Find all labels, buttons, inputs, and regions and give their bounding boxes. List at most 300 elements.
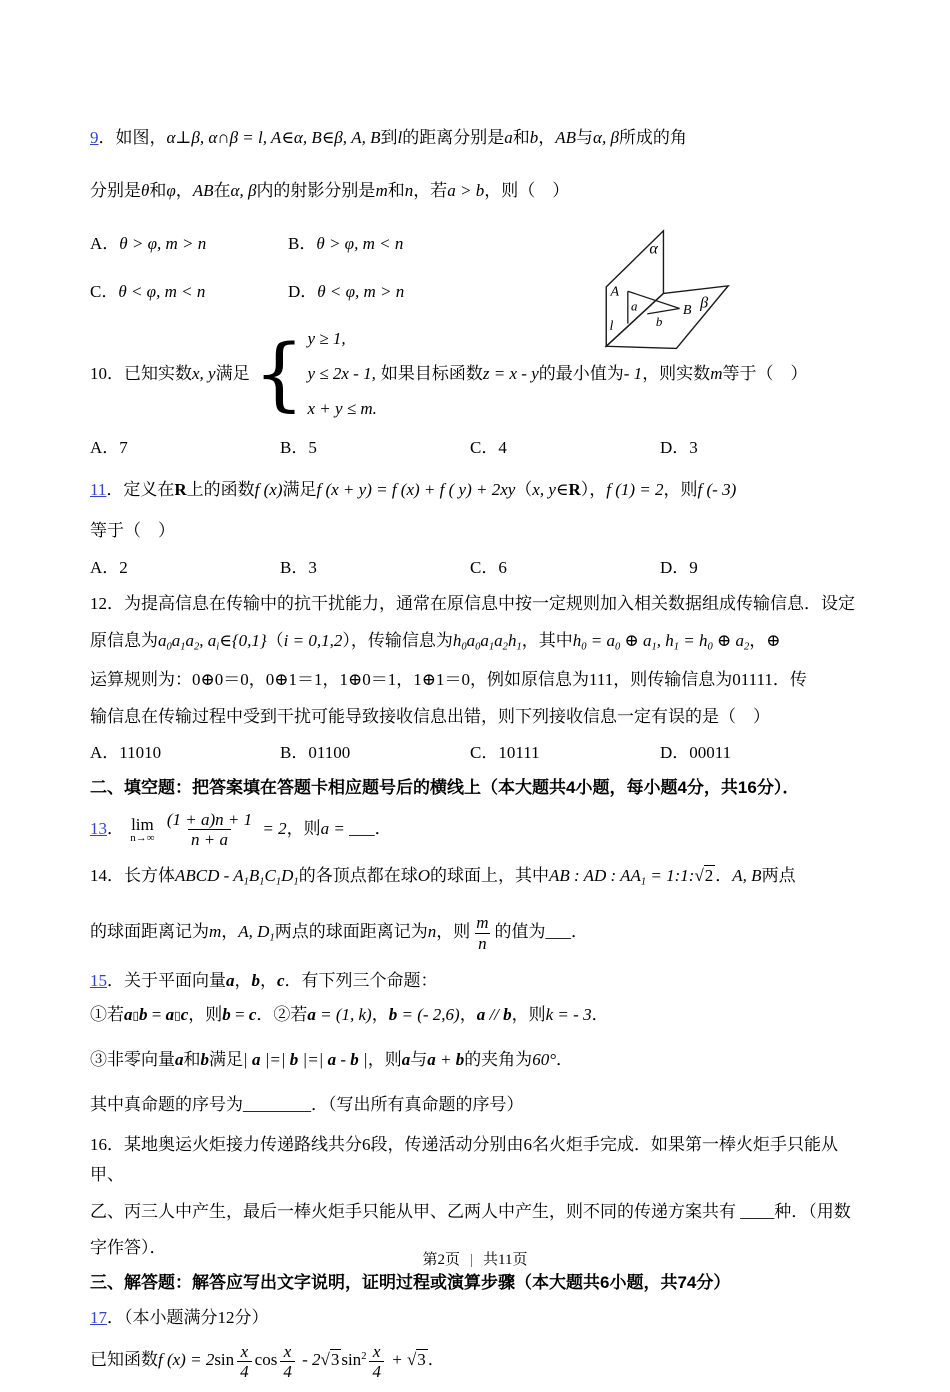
text-run: ．	[427, 1350, 445, 1370]
text-run: ∈{0,1}	[219, 631, 267, 651]
text-run: a	[494, 631, 503, 651]
text-run: +	[386, 1350, 407, 1370]
question-15-answer-line	[90, 1091, 868, 1118]
text-run: 和	[512, 128, 530, 147]
question-9	[90, 124, 868, 335]
text-run	[694, 865, 715, 885]
text-run: a	[226, 971, 235, 991]
question-15-text	[107, 971, 438, 990]
text-run: 的夹角为	[464, 1049, 533, 1069]
question-10	[90, 325, 868, 423]
text-run: ①若	[90, 1004, 124, 1024]
text-run: ___．	[349, 818, 392, 838]
footer-page-number: 第2页	[422, 1252, 461, 1268]
planes-diagram	[596, 220, 746, 356]
text-run: ABCD - A	[175, 865, 244, 885]
text-run: ，则实数	[642, 363, 711, 383]
fraction-denominator: 4	[369, 1361, 384, 1382]
text-run: A, B	[732, 865, 762, 885]
text-run: f (- 3)	[697, 479, 737, 499]
answer-blank-text	[90, 1095, 524, 1114]
text-run: = (1, k)	[315, 1004, 372, 1024]
text-run: O	[417, 865, 430, 885]
text-run: ，其中	[521, 631, 573, 651]
option-9-c	[90, 278, 288, 305]
text-run: （	[266, 631, 284, 651]
fraction-numerator: x	[283, 1341, 292, 1361]
question-12-text-2	[90, 631, 781, 653]
text-run: 满足	[209, 1049, 243, 1069]
radical-sign: √	[694, 865, 704, 885]
text-run: （	[515, 479, 533, 499]
question-9-line-2	[90, 177, 868, 204]
lim-subscript: n→∞	[130, 831, 155, 844]
text-run: m	[375, 181, 388, 201]
question-15-prop-1-2	[90, 1001, 868, 1028]
text-run: D．	[288, 281, 318, 301]
text-run: B．5	[280, 438, 317, 458]
text-run: 0	[614, 642, 621, 653]
label-a: a	[631, 298, 638, 314]
text-run: D．9	[660, 557, 698, 577]
text-run: 两点的球面距离记为	[274, 922, 428, 942]
text-run: x + y ≤ m.	[307, 399, 377, 419]
text-run: ．（本小题满分12分）	[107, 1308, 269, 1328]
option-10-b	[280, 434, 470, 461]
question-12-line-4	[90, 702, 868, 732]
question-14-text-1	[90, 865, 796, 888]
text-run: 与	[410, 1049, 428, 1069]
text-run: sin	[341, 1350, 362, 1370]
fraction-denominator: n	[475, 933, 490, 954]
text-run: 0	[581, 642, 587, 653]
lim-symbol: lim	[131, 814, 154, 834]
text-run: = 2	[262, 818, 287, 838]
text-run: 的球面上，其中	[429, 865, 549, 885]
constraints	[308, 325, 377, 423]
text-run: ．	[715, 865, 733, 885]
text-run: ，则	[663, 479, 698, 499]
text-run: a	[175, 1049, 184, 1069]
question-16-line-1	[90, 1130, 868, 1191]
text-run: = a	[586, 631, 615, 651]
text-run: 2	[361, 1351, 367, 1363]
text-run: h	[572, 631, 582, 651]
distance-b-segment	[647, 309, 679, 314]
text-run	[369, 1342, 384, 1382]
text-run: 14．长方体	[90, 865, 175, 885]
text-run: ．	[107, 818, 124, 838]
text-run: 的最小值为	[538, 363, 624, 383]
text-run: , a	[199, 631, 217, 651]
function-formula	[90, 1341, 445, 1382]
text-run: b	[222, 1004, 231, 1024]
option-10-d	[660, 434, 850, 461]
text-run: c	[180, 1004, 189, 1024]
text-run: a	[480, 631, 489, 651]
text-run: 原信息为	[90, 631, 158, 651]
text-run: x, y	[192, 363, 216, 383]
label-B: B	[682, 301, 692, 318]
text-run: 的值为	[494, 922, 546, 942]
text-run: 1	[651, 642, 657, 653]
text-run: b	[200, 1049, 209, 1069]
text-run: m	[209, 922, 222, 942]
text-run: h	[507, 631, 517, 651]
limit-fraction	[164, 810, 255, 850]
text-run: b	[289, 1049, 299, 1069]
text-run: |=|	[298, 1049, 328, 1069]
option-11-c	[470, 554, 660, 581]
section-3-header: 三、解答题：解答应写出文字说明，证明过程或演算步骤（本大题共6小题，共74分）	[90, 1273, 731, 1293]
text-run: ⊕	[766, 631, 781, 651]
radical-sign: √	[406, 1350, 417, 1370]
question-9-text-1	[99, 128, 687, 147]
text-run: a	[124, 1004, 133, 1024]
text-run: 与	[576, 128, 594, 147]
text-run: B	[248, 865, 260, 885]
text-run: , h	[656, 631, 674, 651]
text-run: 上的函数	[186, 479, 255, 499]
limit-operator	[130, 816, 154, 844]
question-12-line-3	[90, 665, 868, 695]
constraint-3	[308, 395, 377, 422]
text-run: φ	[166, 181, 176, 201]
text-run: ，	[589, 479, 607, 499]
text-run: ▯	[174, 1007, 181, 1022]
text-run: ，则	[511, 1004, 546, 1024]
text-run: ，则	[436, 922, 471, 942]
question-12-options	[90, 739, 868, 766]
option-9-d	[288, 278, 486, 305]
plane-beta-shape	[606, 283, 728, 349]
question-12-text-3	[90, 670, 807, 689]
prop-3-text	[90, 1050, 573, 1069]
question-17-formula	[90, 1342, 868, 1382]
question-9-line-1	[90, 124, 868, 151]
text-run: 分别是	[90, 181, 141, 201]
text-run	[237, 1342, 252, 1382]
text-run: a	[185, 631, 195, 651]
text-run: D．3	[660, 438, 698, 458]
text-run: 0	[166, 642, 172, 653]
text-run: A．2	[90, 557, 128, 577]
text-run: ③非零向量	[90, 1049, 175, 1069]
question-16	[90, 1130, 868, 1263]
text-run: ，则	[188, 1004, 223, 1024]
text-run: f (x + y) = f (x) + f ( y) + 2xy	[316, 479, 516, 499]
option-10-c	[470, 434, 660, 461]
text-run: 的球面距离记为	[90, 922, 209, 942]
text-run: h	[452, 631, 462, 651]
question-16-line-2	[90, 1197, 868, 1227]
question-13-number-link[interactable]: 13	[90, 818, 107, 838]
fraction-numerator: x	[240, 1341, 249, 1361]
option-10-a	[90, 434, 280, 461]
text-run: 1	[640, 876, 647, 888]
question-13-pre	[107, 819, 124, 838]
text-run: ，	[221, 922, 239, 942]
text-run: a	[327, 1049, 337, 1069]
text-run: x, y∈	[532, 479, 569, 499]
label-beta: β	[700, 293, 709, 312]
text-run	[280, 1342, 295, 1382]
text-run: 所成的角	[618, 128, 687, 147]
question-9-number-link[interactable]: 9	[90, 128, 99, 147]
text-run: C．6	[470, 557, 507, 577]
text-run: +	[435, 1049, 456, 1069]
question-11-number-link[interactable]: 11	[90, 479, 107, 499]
text-run: 16．某地奥运火炬接力传递路线共分6段，传递活动分别由6名火炬手完成．如果第一棒火炬手只能从甲、	[90, 1135, 838, 1185]
text-run: a	[158, 631, 167, 651]
text-run: n	[427, 922, 437, 942]
text-run: 和	[183, 1049, 201, 1069]
text-run: 1	[269, 932, 275, 944]
text-run: 满足	[282, 479, 317, 499]
option-11-b	[280, 554, 470, 581]
option-12-b	[280, 739, 470, 766]
text-run: 1	[516, 642, 522, 653]
text-run: |	[243, 1049, 252, 1069]
text-run: 0	[475, 642, 481, 653]
text-run: 12．为提高信息在传输中的抗干扰能力，通常在原信息中按一定规则加入相关数据组成传输信息．设定	[90, 594, 855, 614]
text-run: ，	[371, 1004, 389, 1024]
text-run: b	[388, 1004, 398, 1024]
text-run: a	[466, 631, 476, 651]
text-run: ．如图，	[98, 128, 167, 147]
text-run: ．②若	[256, 1004, 308, 1024]
question-17-text	[107, 1308, 269, 1327]
text-run: i	[216, 642, 220, 653]
text-run: 和	[387, 181, 405, 201]
text-run: ，	[538, 128, 556, 147]
question-10-intro	[90, 360, 250, 387]
text-run: ___．	[545, 922, 588, 942]
text-run: C．	[90, 281, 119, 301]
fraction-numerator: x	[372, 1341, 381, 1361]
question-17-line-1	[90, 1304, 868, 1331]
text-run: C．10111	[470, 743, 540, 763]
footer-total-pages: 共11页	[483, 1252, 528, 1268]
option-9-a	[90, 230, 288, 257]
text-run: f (x)	[254, 479, 283, 499]
text-run: 已知函数	[90, 1350, 158, 1370]
text-run: y ≥ 1,	[307, 328, 346, 348]
text-run: k = - 3	[545, 1004, 592, 1024]
text-run: θ < φ, m < n	[118, 281, 206, 301]
text-run: 的各顶点都在球	[298, 865, 418, 885]
text-run: A．	[90, 234, 120, 254]
constraint-1	[308, 325, 377, 352]
text-run: θ < φ, m > n	[317, 281, 405, 301]
text-run: 和	[149, 181, 167, 201]
text-run: 1	[673, 642, 679, 653]
text-run: 1	[180, 642, 186, 653]
text-run: i = 0,1,2	[283, 631, 343, 651]
text-run: ，	[459, 1004, 477, 1024]
text-run: 两点	[761, 865, 796, 885]
text-run: c	[277, 971, 285, 991]
text-run: θ	[141, 181, 150, 201]
question-16-text-2	[90, 1202, 851, 1221]
question-10-options	[90, 434, 868, 461]
section-2-header: 二、填空题：把答案填在答题卡相应题号后的横线上（本大题共4小题，每小题4分，共16分）．	[90, 778, 800, 798]
radicand: 3	[330, 1350, 340, 1370]
text-run: 1	[488, 642, 495, 653]
text-run: 运算规则为：0⊕0＝0，0⊕1＝1，1⊕0＝1，1⊕1＝0，例如原信息为111，则传输信息为01111．传	[90, 669, 807, 689]
text-run: 1	[275, 876, 282, 888]
text-run: |	[358, 1049, 368, 1069]
text-run: l	[397, 128, 403, 147]
text-run: 输信息在传输过程中受到干扰可能导致接收信息出错，则下列接收信息一定有误的是（ ）	[90, 707, 770, 727]
text-run: AB	[192, 181, 214, 201]
text-run: 内的射影分别是	[256, 181, 376, 201]
text-run: 到	[380, 128, 398, 147]
text-run: a	[251, 1049, 261, 1069]
text-run: = 1:1:	[646, 865, 695, 885]
text-run: ，则	[367, 1049, 402, 1069]
question-9-text-2	[90, 181, 569, 200]
question-12-text-1	[90, 594, 855, 613]
text-run: n	[404, 181, 414, 201]
option-12-c	[470, 739, 660, 766]
text-run: 2	[744, 642, 750, 653]
text-run: 1	[243, 876, 249, 888]
text-run: 满足	[215, 363, 250, 383]
question-9-options-row-2	[90, 278, 868, 305]
fraction-denominator: 4	[237, 1361, 252, 1382]
text-run: ，则（ ）	[484, 181, 570, 201]
text-run: 10．已知实数	[90, 363, 192, 383]
question-9-options-row-1	[90, 230, 868, 257]
text-run: a	[401, 1049, 411, 1069]
question-17-number-link[interactable]: 17	[90, 1308, 107, 1328]
text-run: ⊕ a	[620, 631, 652, 651]
question-12-line-2	[90, 626, 868, 657]
label-b: b	[655, 313, 663, 329]
text-run: A．11010	[90, 743, 162, 763]
text-run: B．	[288, 234, 317, 254]
text-run: - 2	[297, 1350, 321, 1370]
question-11-line-1	[90, 476, 868, 503]
fraction-denominator: 4	[280, 1361, 295, 1382]
text-run: b	[529, 128, 539, 147]
text-run: α, β	[593, 128, 619, 147]
question-12-line-1	[90, 589, 868, 619]
text-run: = h	[679, 631, 708, 651]
text-run: ）	[580, 479, 590, 499]
question-12-text-4	[90, 707, 770, 726]
option-9-b	[288, 230, 486, 257]
text-run: -	[336, 1049, 351, 1069]
text-run: 等于（ ）	[90, 520, 175, 540]
question-12	[90, 589, 868, 766]
text-run: c	[248, 1004, 257, 1024]
text-run: z = x - y	[482, 363, 539, 383]
text-run: //	[485, 1004, 504, 1024]
text-run: θ > φ, m < n	[316, 234, 404, 254]
radical-sign: √	[320, 1350, 330, 1370]
question-11-text	[106, 480, 736, 499]
fraction-numerator: m	[476, 913, 489, 933]
text-run: C．4	[470, 438, 507, 458]
text-run: - 1	[623, 363, 643, 383]
option-12-d	[660, 739, 850, 766]
question-11-line-2	[90, 517, 868, 544]
text-run: =	[230, 1004, 249, 1024]
constraint-2	[308, 360, 377, 387]
text-run: ▯	[132, 1007, 140, 1022]
question-14-text-2	[90, 913, 588, 953]
option-12-a	[90, 739, 280, 766]
label-l: l	[609, 318, 614, 335]
question-15-number-link[interactable]: 15	[90, 971, 107, 991]
question-14-line-2	[90, 913, 868, 953]
text-run: AB : AD : AA	[548, 865, 641, 885]
text-run: ．	[556, 1049, 573, 1069]
text-run: ），传输信息为	[342, 631, 453, 651]
question-10-after	[381, 360, 808, 387]
text-run	[473, 913, 491, 953]
text-run: D	[281, 865, 294, 885]
text-run: R	[568, 479, 581, 499]
option-11-a	[90, 554, 280, 581]
text-run: A, D	[238, 922, 270, 942]
text-run: 0	[461, 642, 467, 653]
text-run: 2	[502, 642, 508, 653]
text-run: 1	[259, 876, 265, 888]
text-run: ．关于平面向量	[107, 971, 226, 991]
text-run: a =	[320, 818, 350, 838]
text-run: a > b	[447, 181, 485, 201]
option-11-d	[660, 554, 850, 581]
text-run: ．有下列三个命题：	[284, 971, 438, 991]
radicand: 3	[417, 1350, 426, 1370]
text-run: 1	[293, 876, 299, 888]
question-14-line-1	[90, 862, 868, 892]
text-run: 乙、丙三人中产生，最后一棒火炬手只能从甲、乙两人中产生，则不同的传递方案共有 ____种．（用数	[90, 1201, 851, 1221]
text-run: θ > φ, m > n	[119, 234, 207, 254]
fraction-denominator: n + a	[188, 829, 231, 850]
text-run: 在	[213, 181, 231, 201]
text-run: 其中真命题的序号为________．（写出所有真命题的序号）	[90, 1094, 524, 1114]
text-run: ，	[175, 181, 193, 201]
text-run: ．	[591, 1004, 609, 1024]
footer-separator: |	[470, 1252, 474, 1268]
text-run: b	[455, 1049, 465, 1069]
question-11-options	[90, 554, 868, 581]
text-run: ．定义在	[106, 479, 175, 499]
text-run: f (1) = 2	[606, 479, 664, 499]
text-run: ⊕ a	[712, 631, 744, 651]
text-run: α, β	[230, 181, 257, 201]
text-run: 0	[707, 642, 713, 653]
question-13	[90, 810, 868, 850]
text-run: a	[171, 631, 181, 651]
text-run: a	[307, 1004, 316, 1024]
text-run: α⊥β, α∩β = l, A∈α, B∈β, A, B	[166, 128, 381, 147]
text-run: 字作答）．	[90, 1237, 167, 1257]
text-run: |=|	[260, 1049, 290, 1069]
text-run: a	[476, 1004, 486, 1024]
left-brace: {	[253, 326, 305, 420]
label-A: A	[610, 283, 620, 300]
text-run: ，	[234, 971, 252, 991]
page-footer	[0, 1248, 950, 1272]
text-run: b	[139, 1004, 148, 1024]
text-run: m	[710, 363, 723, 383]
text-run: =	[147, 1004, 166, 1024]
